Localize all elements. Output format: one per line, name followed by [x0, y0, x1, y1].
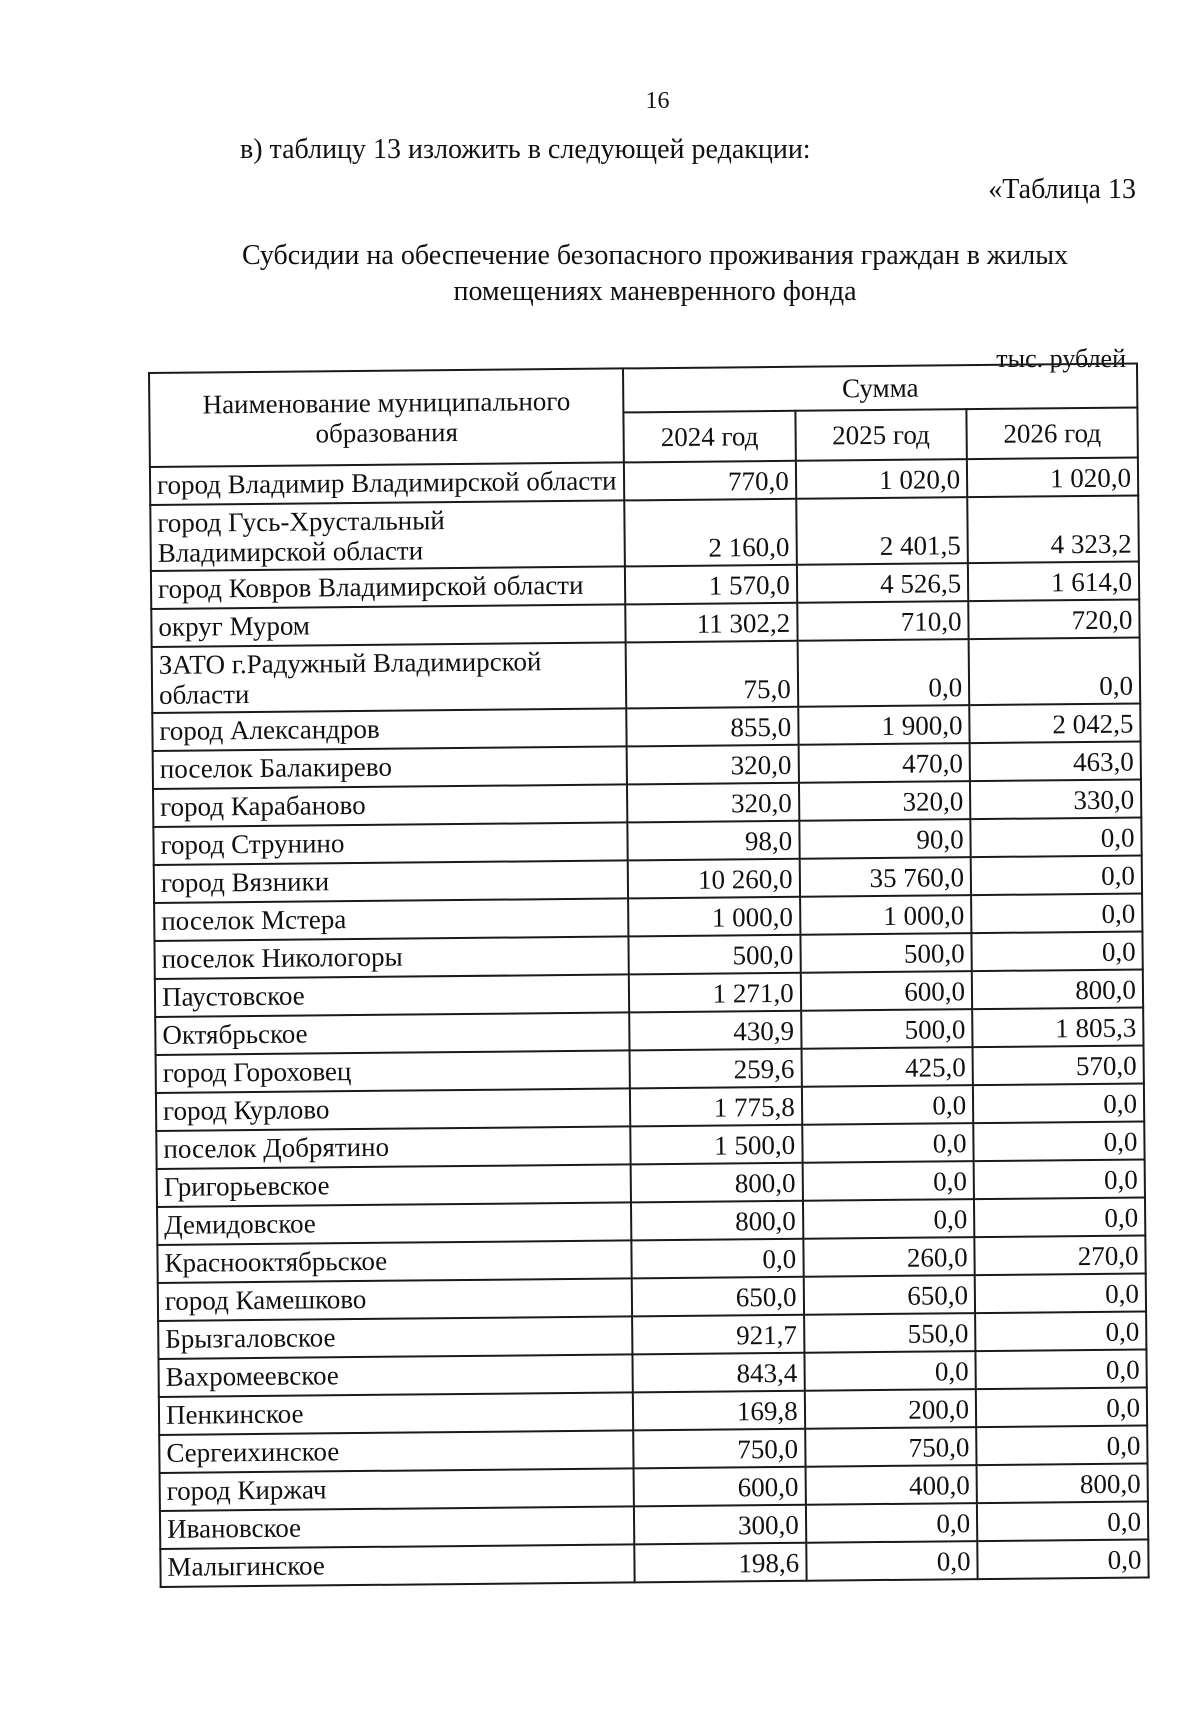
row-value-2025: 1 020,0 — [796, 459, 968, 499]
row-name-cell: Брызгаловское — [158, 1316, 633, 1359]
table-title — [200, 238, 1110, 310]
row-value-2024: 1 000,0 — [628, 897, 800, 937]
row-value-2024: 921,7 — [632, 1315, 804, 1355]
row-value-2024: 770,0 — [624, 461, 796, 501]
row-value-2025: 260,0 — [803, 1237, 975, 1277]
row-value-2026: 330,0 — [970, 779, 1141, 819]
row-value-2024: 98,0 — [628, 821, 800, 861]
row-value-2024: 10 260,0 — [628, 859, 800, 899]
row-value-2024: 1 570,0 — [625, 565, 797, 605]
row-value-2026: 0,0 — [976, 1349, 1147, 1389]
row-value-2024: 169,8 — [633, 1391, 805, 1431]
row-name-cell: город Александров — [152, 708, 627, 751]
row-value-2026: 1 805,3 — [972, 1007, 1143, 1047]
row-value-2026: 0,0 — [976, 1387, 1147, 1427]
row-name-cell: Сергеихинское — [159, 1430, 634, 1473]
row-value-2026: 4 323,2 — [967, 496, 1139, 564]
row-name-cell: поселок Никологоры — [154, 936, 629, 979]
table-body — [150, 458, 1149, 1587]
row-value-2026: 720,0 — [968, 599, 1139, 639]
row-value-2026: 0,0 — [977, 1539, 1148, 1579]
column-header-sum: Сумма — [623, 364, 1137, 413]
row-value-2025: 0,0 — [806, 1541, 978, 1581]
row-value-2026: 1 020,0 — [967, 458, 1138, 498]
row-value-2026: 0,0 — [973, 1083, 1144, 1123]
row-value-2024: 600,0 — [634, 1467, 806, 1507]
row-value-2024: 800,0 — [631, 1163, 803, 1203]
row-value-2024: 75,0 — [626, 641, 798, 709]
row-value-2024: 650,0 — [632, 1277, 804, 1317]
row-value-2025: 4 526,5 — [797, 563, 969, 603]
row-name-cell: Вахромеевское — [158, 1354, 633, 1397]
row-value-2026: 0,0 — [969, 637, 1141, 705]
column-header-2026: 2026 год — [966, 408, 1137, 460]
row-value-2026: 0,0 — [977, 1501, 1148, 1541]
row-name-cell: город Гусь-Хрустальный Владимирской области — [150, 500, 625, 571]
row-value-2025: 1 000,0 — [800, 895, 972, 935]
row-value-2025: 0,0 — [802, 1123, 974, 1163]
row-name-cell: поселок Добрятино — [156, 1126, 631, 1169]
row-name-cell: город Вязники — [154, 860, 629, 903]
row-value-2025: 600,0 — [800, 971, 972, 1011]
row-value-2024: 430,9 — [629, 1011, 801, 1051]
row-name-cell: город Гороховец — [156, 1050, 631, 1093]
row-value-2024: 300,0 — [634, 1505, 806, 1545]
row-value-2026: 270,0 — [974, 1235, 1145, 1275]
row-value-2026: 0,0 — [975, 1311, 1146, 1351]
row-value-2026: 2 042,5 — [969, 703, 1140, 743]
row-value-2025: 710,0 — [797, 601, 969, 641]
row-value-2024: 2 160,0 — [625, 499, 797, 567]
row-value-2026: 0,0 — [974, 1197, 1145, 1237]
row-value-2024: 320,0 — [627, 745, 799, 785]
row-value-2024: 500,0 — [629, 935, 801, 975]
row-name-cell: Пенкинское — [159, 1392, 634, 1435]
row-name-cell: Демидовское — [157, 1202, 632, 1245]
row-value-2025: 90,0 — [799, 819, 971, 859]
row-value-2025: 550,0 — [804, 1313, 976, 1353]
row-name-cell: Краснооктябрьское — [157, 1240, 632, 1283]
row-value-2025: 0,0 — [806, 1503, 978, 1543]
row-value-2026: 0,0 — [976, 1425, 1147, 1465]
row-value-2025: 470,0 — [798, 743, 970, 783]
row-name-cell: город Струнино — [153, 822, 628, 865]
row-value-2025: 200,0 — [804, 1389, 976, 1429]
row-value-2026: 800,0 — [972, 969, 1143, 1009]
row-value-2025: 500,0 — [800, 933, 972, 973]
row-value-2026: 0,0 — [972, 931, 1143, 971]
row-name-cell: город Курлово — [156, 1088, 631, 1131]
row-value-2025: 0,0 — [802, 1161, 974, 1201]
row-name-cell: город Ковров Владимирской области — [151, 566, 626, 609]
row-value-2026: 463,0 — [970, 741, 1141, 781]
row-name-cell: округ Муром — [151, 604, 626, 647]
row-value-2025: 750,0 — [805, 1427, 977, 1467]
row-value-2024: 800,0 — [631, 1201, 803, 1241]
row-value-2026: 1 614,0 — [968, 561, 1139, 601]
table-row — [150, 496, 1139, 571]
row-value-2026: 570,0 — [973, 1045, 1144, 1085]
units-label: тыс. рублей — [996, 344, 1126, 373]
row-value-2024: 198,6 — [635, 1543, 807, 1583]
row-value-2025: 1 900,0 — [798, 705, 970, 745]
column-header-2024: 2024 год — [624, 411, 796, 463]
row-name-cell: Ивановское — [160, 1506, 635, 1549]
column-header-name: Наименование муниципального образования — [149, 368, 624, 467]
row-value-2025: 0,0 — [804, 1351, 976, 1391]
row-value-2024: 259,6 — [630, 1049, 802, 1089]
row-value-2026: 0,0 — [974, 1159, 1145, 1199]
row-value-2024: 855,0 — [627, 707, 799, 747]
row-name-cell: поселок Мстера — [154, 898, 629, 941]
row-name-cell: город Карабаново — [153, 784, 628, 827]
row-value-2025: 650,0 — [803, 1275, 975, 1315]
row-value-2024: 1 775,8 — [630, 1087, 802, 1127]
row-value-2025: 0,0 — [802, 1085, 974, 1125]
row-value-2026: 0,0 — [971, 893, 1142, 933]
row-value-2025: 0,0 — [797, 639, 969, 707]
row-name-cell: ЗАТО г.Радужный Владимирской области — [152, 642, 627, 713]
row-value-2025: 400,0 — [805, 1465, 977, 1505]
page-number: 16 — [645, 88, 670, 114]
row-value-2024: 843,4 — [633, 1353, 805, 1393]
row-value-2026: 800,0 — [977, 1463, 1148, 1503]
table-title-line-2: помещениях маневренного фонда — [453, 276, 857, 307]
row-name-cell: Малыгинское — [160, 1544, 635, 1587]
row-value-2025: 0,0 — [803, 1199, 975, 1239]
subsidies-table — [148, 362, 1150, 1587]
row-value-2024: 320,0 — [627, 783, 799, 823]
row-name-cell: Григорьевское — [157, 1164, 632, 1207]
row-value-2026: 0,0 — [971, 855, 1142, 895]
row-name-cell: Паустовское — [155, 974, 630, 1017]
row-value-2026: 0,0 — [973, 1121, 1144, 1161]
row-name-cell: Октябрьское — [155, 1012, 630, 1055]
row-value-2026: 0,0 — [975, 1273, 1146, 1313]
row-name-cell: город Киржач — [160, 1468, 635, 1511]
row-value-2024: 1 271,0 — [629, 973, 801, 1013]
table-reference: «Таблица 13 — [988, 174, 1136, 205]
row-value-2024: 0,0 — [632, 1239, 804, 1279]
intro-text: в) таблицу 13 изложить в следующей редакции: — [240, 134, 811, 165]
column-header-2025: 2025 год — [795, 409, 967, 461]
row-name-cell: город Камешково — [158, 1278, 633, 1321]
row-value-2024: 750,0 — [633, 1429, 805, 1469]
row-value-2025: 425,0 — [801, 1047, 973, 1087]
table-row — [152, 637, 1141, 712]
row-value-2025: 320,0 — [799, 781, 971, 821]
row-value-2025: 500,0 — [801, 1009, 973, 1049]
table-title-line-1: Субсидии на обеспечение безопасного проживания граждан в жилых — [241, 240, 1069, 271]
table-row — [160, 1539, 1148, 1586]
row-name-cell: поселок Балакирево — [153, 746, 628, 789]
row-value-2026: 0,0 — [970, 817, 1141, 857]
row-value-2025: 2 401,5 — [796, 497, 968, 565]
row-value-2024: 1 500,0 — [631, 1125, 803, 1165]
row-name-cell: город Владимир Владимирской области — [150, 462, 625, 505]
row-value-2025: 35 760,0 — [799, 857, 971, 897]
row-value-2024: 11 302,2 — [626, 603, 798, 643]
